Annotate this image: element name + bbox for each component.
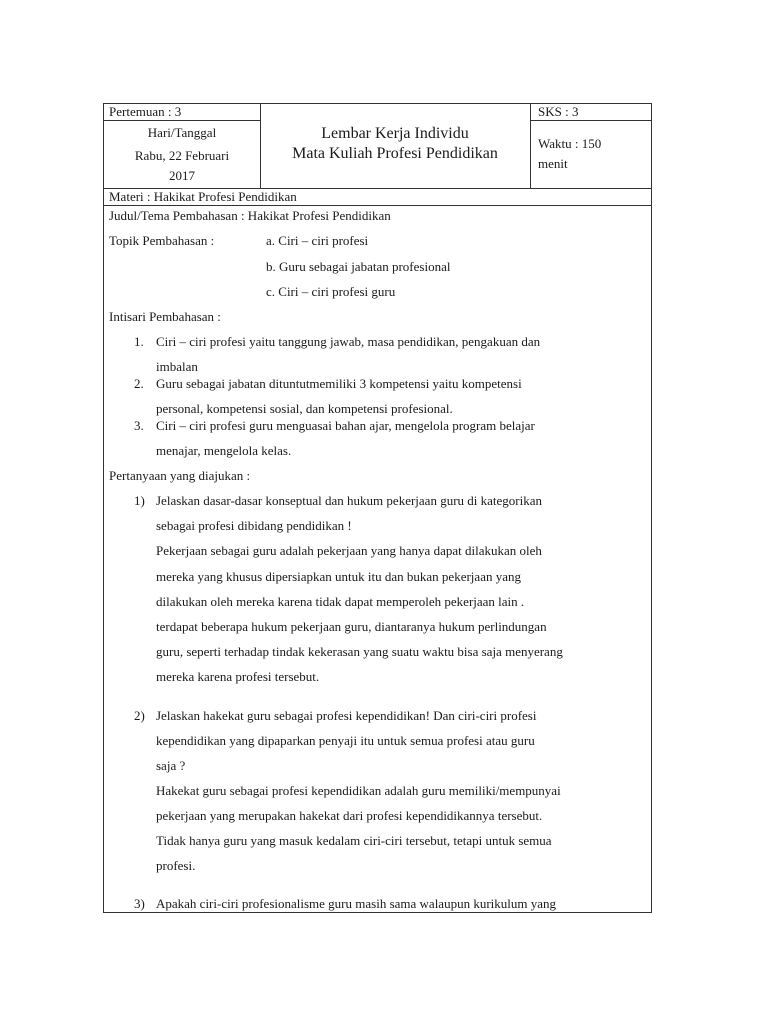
question-number: 2) [134, 708, 145, 723]
waktu-cell [538, 134, 648, 174]
question-line: profesi. [156, 858, 196, 873]
credit-column [530, 104, 652, 188]
question-line: guru, seperti terhadap tindak kekerasan yang suatu waktu bisa saja menyerang [156, 644, 563, 660]
topik-item: b. Guru sebagai jabatan profesional [266, 259, 451, 274]
intisari-number: 3. [134, 418, 144, 433]
date-cell [104, 121, 260, 187]
question-line: Tidak hanya guru yang masuk kedalam ciri-ciri tersebut, tetapi untuk semua [156, 833, 552, 848]
title-line1: Lembar Kerja Individu [321, 125, 469, 142]
worksheet-table [103, 103, 652, 913]
meeting-column [104, 104, 261, 188]
waktu-line1: Waktu : 150 [538, 136, 602, 151]
intisari-line: menajar, mengelola kelas. [156, 443, 292, 458]
question-line: Hakekat guru sebagai profesi kependidikan adalah guru memiliki/mempunyai [156, 783, 561, 798]
hari-label: Hari/Tanggal [147, 125, 217, 140]
question-line: pekerjaan yang merupakan hakekat dari profesi kependidikannya tersebut. [156, 808, 543, 823]
tanggal-line2: 2017 [169, 168, 195, 183]
question-line: Apakah ciri-ciri profesionalisme guru masih sama walaupun kurikulum yang [156, 896, 557, 911]
question-line: terdapat beberapa hukum pekerjaan guru, diantaranya hukum perlindungan [156, 619, 547, 634]
tanggal-line1: Rabu, 22 Februari [134, 148, 230, 163]
title-line2: Mata Kuliah Profesi Pendidikan [292, 145, 498, 162]
question-number: 1) [134, 493, 145, 508]
topik-item: c. Ciri – ciri profesi guru [266, 284, 396, 299]
question-line: dilakukan oleh mereka karena tidak dapat memperoleh pekerjaan lain . [156, 593, 525, 609]
question-line: Pekerjaan sebagai guru adalah pekerjaan yang hanya dapat dilakukan oleh [156, 543, 542, 559]
intisari-line: Ciri – ciri profesi yaitu tanggung jawab, masa pendidikan, pengakuan dan [156, 334, 541, 349]
header-row [104, 104, 651, 189]
judul-text: Judul/Tema Pembahasan : Hakikat Profesi Pendidikan [109, 208, 391, 223]
question-line: sebagai profesi dibidang pendidikan ! [156, 518, 352, 534]
question-line: kependidikan yang dipaparkan penyaji itu untuk semua profesi atau guru [156, 733, 535, 748]
intisari-number: 1. [134, 334, 144, 349]
topik-label: Topik Pembahasan : [109, 233, 215, 248]
question-line: mereka yang khusus dipersiapkan untuk itu dan bukan pekerjaan yang [156, 568, 521, 584]
materi-row: Materi : Hakikat Profesi Pendidikan [104, 188, 651, 206]
intisari-label: Intisari Pembahasan : [109, 309, 221, 324]
question-line: saja ? [156, 758, 186, 773]
sks-cell: SKS : 3 [531, 104, 652, 121]
question-line: Jelaskan hakekat guru sebagai profesi kependidikan! Dan ciri-ciri profesi [156, 708, 537, 723]
intisari-number: 2. [134, 376, 144, 391]
topik-item: a. Ciri – ciri profesi [266, 233, 369, 248]
question-line: Jelaskan dasar-dasar konseptual dan hukum pekerjaan guru di kategorikan [156, 493, 542, 508]
intisari-line: Guru sebagai jabatan dituntutmemiliki 3 kompetensi yaitu kompetensi [156, 376, 522, 391]
question-number: 3) [134, 896, 145, 911]
worksheet-title [261, 124, 529, 164]
waktu-line2: menit [538, 156, 568, 171]
pertanyaan-label: Pertanyaan yang diajukan : [109, 468, 251, 483]
intisari-line: imbalan [156, 359, 198, 374]
intisari-line: personal, kompetensi sosial, dan kompetensi profesional. [156, 401, 453, 416]
intisari-line: Ciri – ciri profesi guru menguasai bahan ajar, mengelola program belajar [156, 418, 535, 433]
question-line: mereka karena profesi tersebut. [156, 669, 320, 685]
pertemuan-cell: Pertemuan : 3 [104, 104, 260, 121]
